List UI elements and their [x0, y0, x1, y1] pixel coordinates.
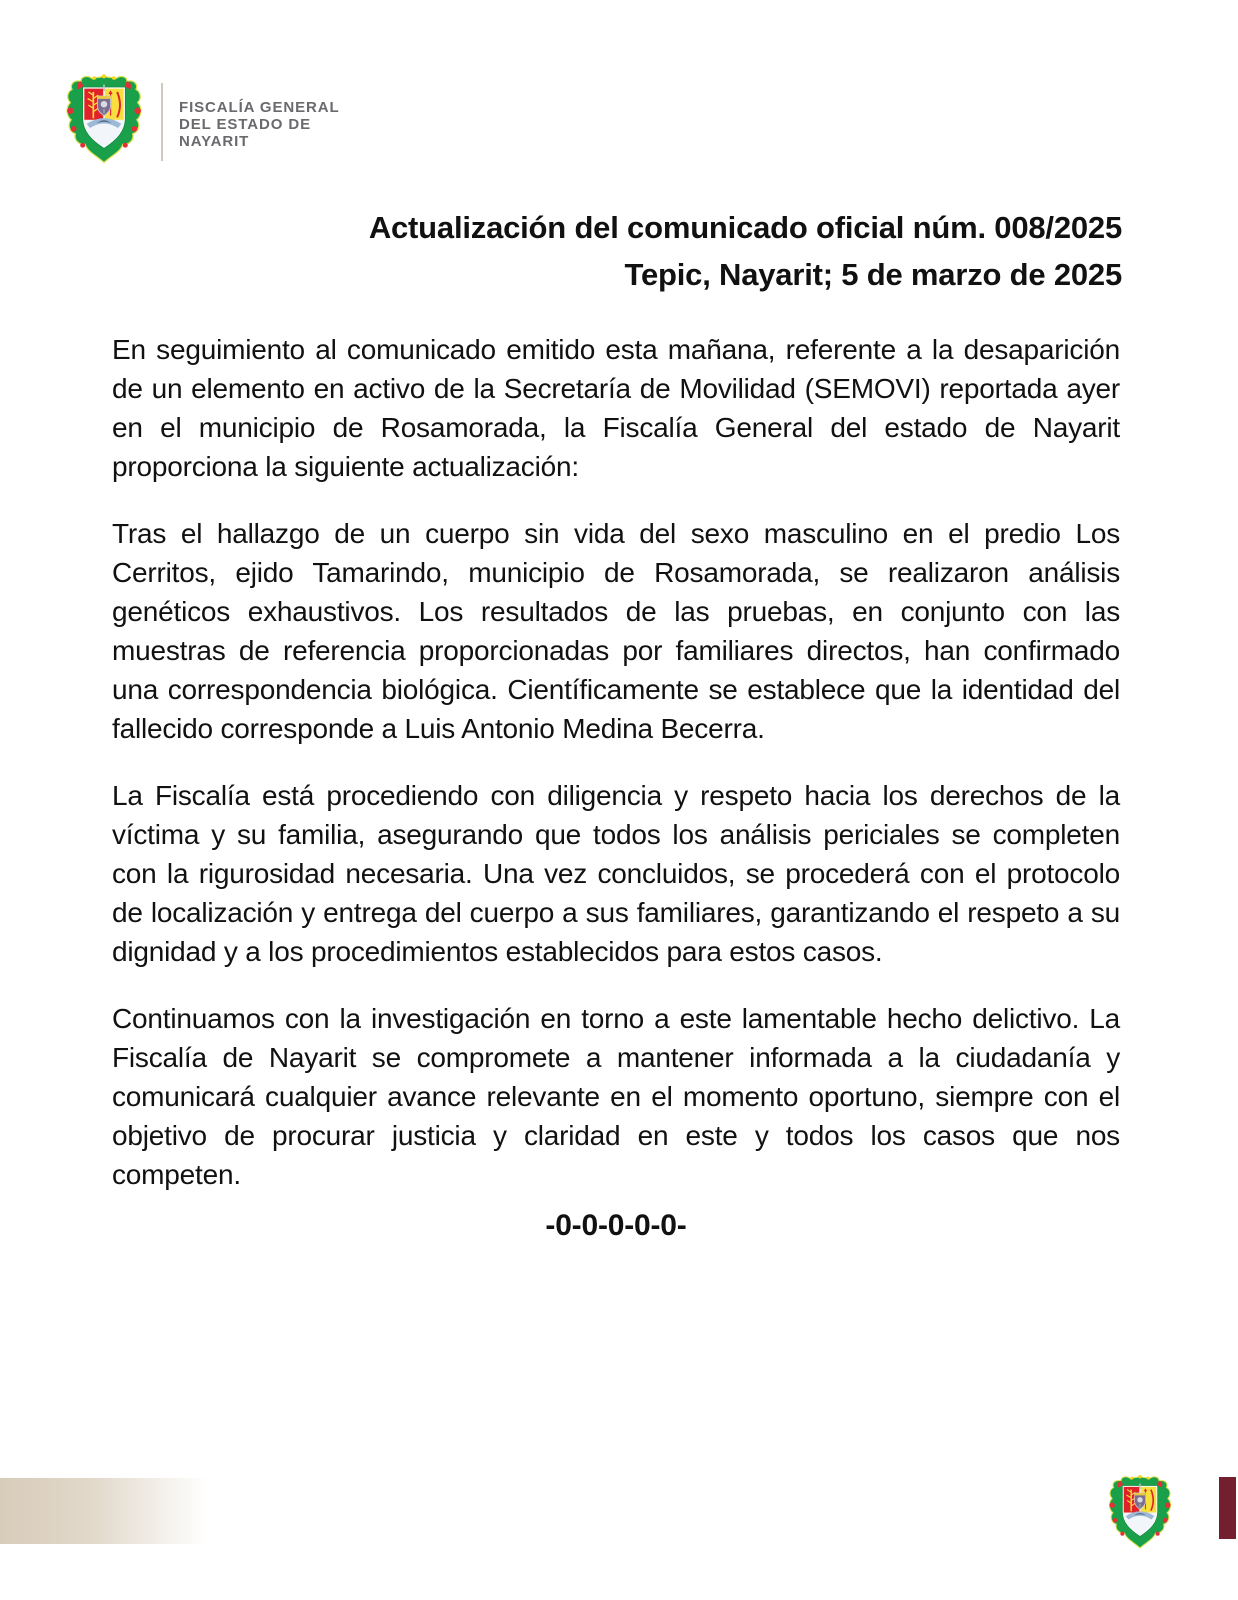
footer-maroon-bar	[1219, 1477, 1236, 1539]
end-separator: -0-0-0-0-0-	[545, 1209, 687, 1242]
paragraph: Tras el hallazgo de un cuerpo sin vida del sexo masculino en el predio Los Cerritos, ejido Tamarindo, municipio de Rosamorada, se realizaron análisis genéticos exhaustivos. Los resultados de las pruebas, en conjunto con las muestras de referencia proporcionadas por familiares directos, han confirmado una correspondencia biológica. Científicamente se establece que la identidad del fallecido corresponde a Luis Antonio Medina Becerra.	[112, 518, 1120, 744]
document-title: Actualización del comunicado oficial núm. 008/2025	[368, 210, 1122, 245]
org-name-line: NAYARIT	[179, 133, 250, 150]
title-block	[112, 204, 1122, 298]
nayarit-crest-icon	[1103, 1474, 1177, 1550]
footer-gradient-bar	[0, 1478, 208, 1544]
dateline: Tepic, Nayarit; 5 de marzo de 2025	[624, 257, 1122, 292]
paragraph: La Fiscalía está procediendo con diligencia y respeto hacia los derechos de la víctima y su familia, asegurando que todos los análisis periciales se completen con la rigurosidad necesaria. Una vez concluidos, se procederá con el protocolo de localización y entrega del cuerpo a sus familiares, garantizando el respeto a su dignidad y a los procedimientos establecidos para estos casos.	[112, 780, 1120, 967]
document-body	[112, 330, 1120, 1273]
paragraph: Continuamos con la investigación en torno a este lamentable hecho delictivo. La Fiscalía de Nayarit se compromete a mantener informada a la ciudadanía y comunicará cualquier avance relevante en el momento oportuno, siempre con el objetivo de procurar justicia y claridad en este y todos los casos que nos competen.	[112, 1003, 1120, 1190]
paragraph: En seguimiento al comunicado emitido esta mañana, referente a la desaparición de un elemento en activo de la Secretaría de Movilidad (SEMOVI) reportada ayer en el municipio de Rosamorada, la Fiscalía General del estado de Nayarit proporciona la siguiente actualización:	[112, 334, 1120, 482]
header-divider	[161, 83, 163, 161]
org-name	[179, 99, 340, 150]
nayarit-crest-icon	[63, 73, 145, 165]
org-name-line: FISCALÍA GENERAL	[179, 99, 340, 116]
org-name-line: DEL ESTADO DE	[179, 116, 311, 133]
header-brand	[63, 73, 340, 165]
